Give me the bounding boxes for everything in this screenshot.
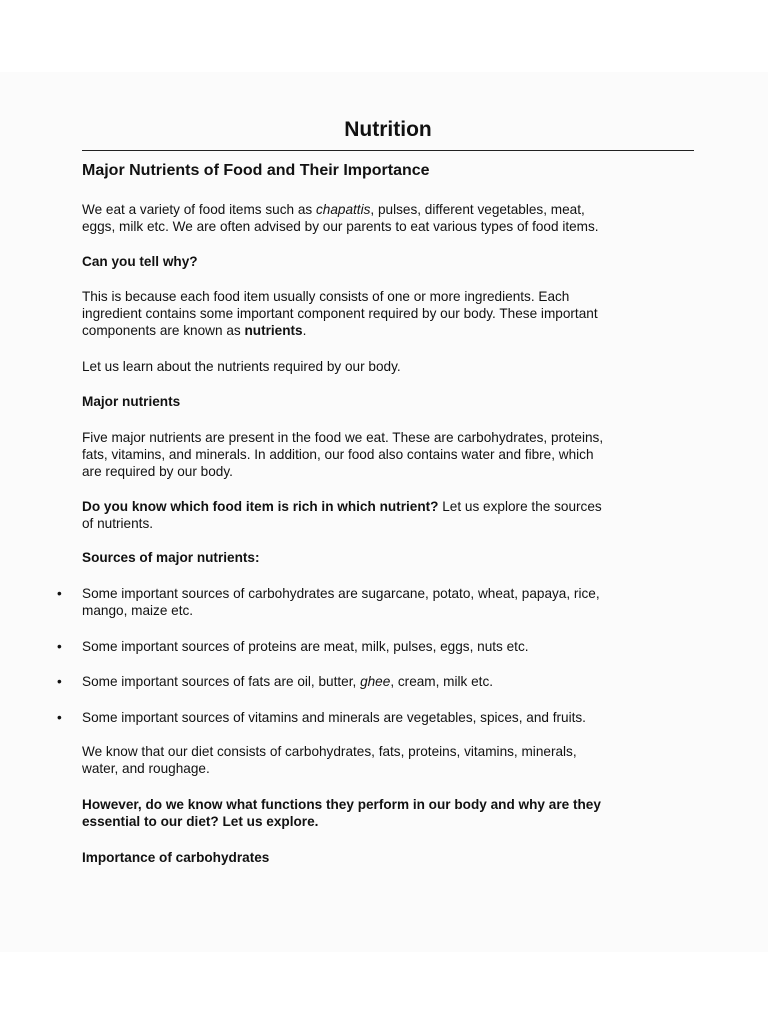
list-item-vitamins — [57, 709, 694, 726]
proteins-text: Some important sources of proteins are meat, milk, pulses, eggs, nuts etc. — [82, 639, 529, 654]
question-line-2: of nutrients. — [82, 516, 154, 531]
however-paragraph — [82, 796, 694, 830]
diet-line-1: We know that our diet consists of carbohydrates, fats, proteins, vitamins, minerals, — [82, 744, 577, 759]
list-item-fats — [57, 673, 694, 690]
explain-line-3c: . — [302, 323, 307, 338]
major-nutrients-heading: Major nutrients — [82, 394, 181, 409]
list-item-proteins — [57, 638, 694, 655]
carbs-line-1: Some important sources of carbohydrates are sugarcane, potato, wheat, papaya, rice, — [82, 586, 600, 601]
intro-text-1: We eat a variety of food items such as — [82, 202, 316, 217]
explanation-paragraph — [82, 288, 694, 339]
sources-heading: Sources of major nutrients: — [82, 550, 260, 565]
carbs-line-2: mango, maize etc. — [82, 603, 194, 618]
question-bold: Do you know which food item is rich in which nutrient? — [82, 499, 439, 514]
intro-emphasis: chapattis — [315, 202, 371, 217]
vitamins-text: Some important sources of vitamins and minerals are vegetables, spices, and fruits. — [82, 710, 586, 725]
bullet-glyph: • — [57, 639, 62, 654]
five-nutrients-paragraph — [82, 429, 694, 480]
intro-line-2: eggs, milk etc. We are often advised by our parents to eat various types of food items. — [82, 219, 599, 234]
document-page — [0, 72, 768, 952]
question-paragraph — [82, 498, 694, 532]
nutrients-term: nutrients — [244, 323, 303, 338]
intro-text-2: , pulses, different vegetables, meat, — [370, 202, 585, 217]
bullet-glyph: • — [57, 674, 62, 689]
five-line-1: Five major nutrients are present in the food we eat. These are carbohydrates, proteins, — [82, 430, 604, 445]
carbohydrates-heading: Importance of carbohydrates — [82, 850, 270, 865]
explain-line-2: ingredient contains some important component required by our body. These important — [82, 306, 598, 321]
question-heading: Can you tell why? — [82, 254, 198, 269]
intro-paragraph — [82, 201, 694, 235]
however-line-1: However, do we know what functions they perform in our body and why are they — [82, 797, 601, 812]
explain-line-1: This is because each food item usually consists of one or more ingredients. Each — [82, 289, 570, 304]
five-line-2: fats, vitamins, and minerals. In addition, our food also contains water and fibre, which — [82, 447, 594, 462]
explain-line-3a: components are known as — [82, 323, 245, 338]
question-rest: Let us explore the sources — [438, 499, 602, 514]
page-title: Nutrition — [344, 118, 432, 141]
learn-paragraph: Let us learn about the nutrients required by our body. — [82, 359, 401, 374]
title-underline — [82, 150, 694, 151]
bullet-glyph: • — [57, 710, 62, 725]
diet-paragraph — [82, 743, 694, 777]
five-line-3: are required by our body. — [82, 464, 233, 479]
bullet-glyph: • — [57, 586, 62, 601]
fats-emphasis: ghee — [360, 674, 391, 689]
fats-text-2: , cream, milk etc. — [390, 674, 494, 689]
section-subtitle: Major Nutrients of Food and Their Importance — [82, 162, 430, 179]
however-line-2: essential to our diet? Let us explore. — [82, 814, 319, 829]
list-item-carbohydrates — [57, 585, 694, 619]
fats-text-1: Some important sources of fats are oil, butter, — [82, 674, 361, 689]
diet-line-2: water, and roughage. — [82, 761, 210, 776]
